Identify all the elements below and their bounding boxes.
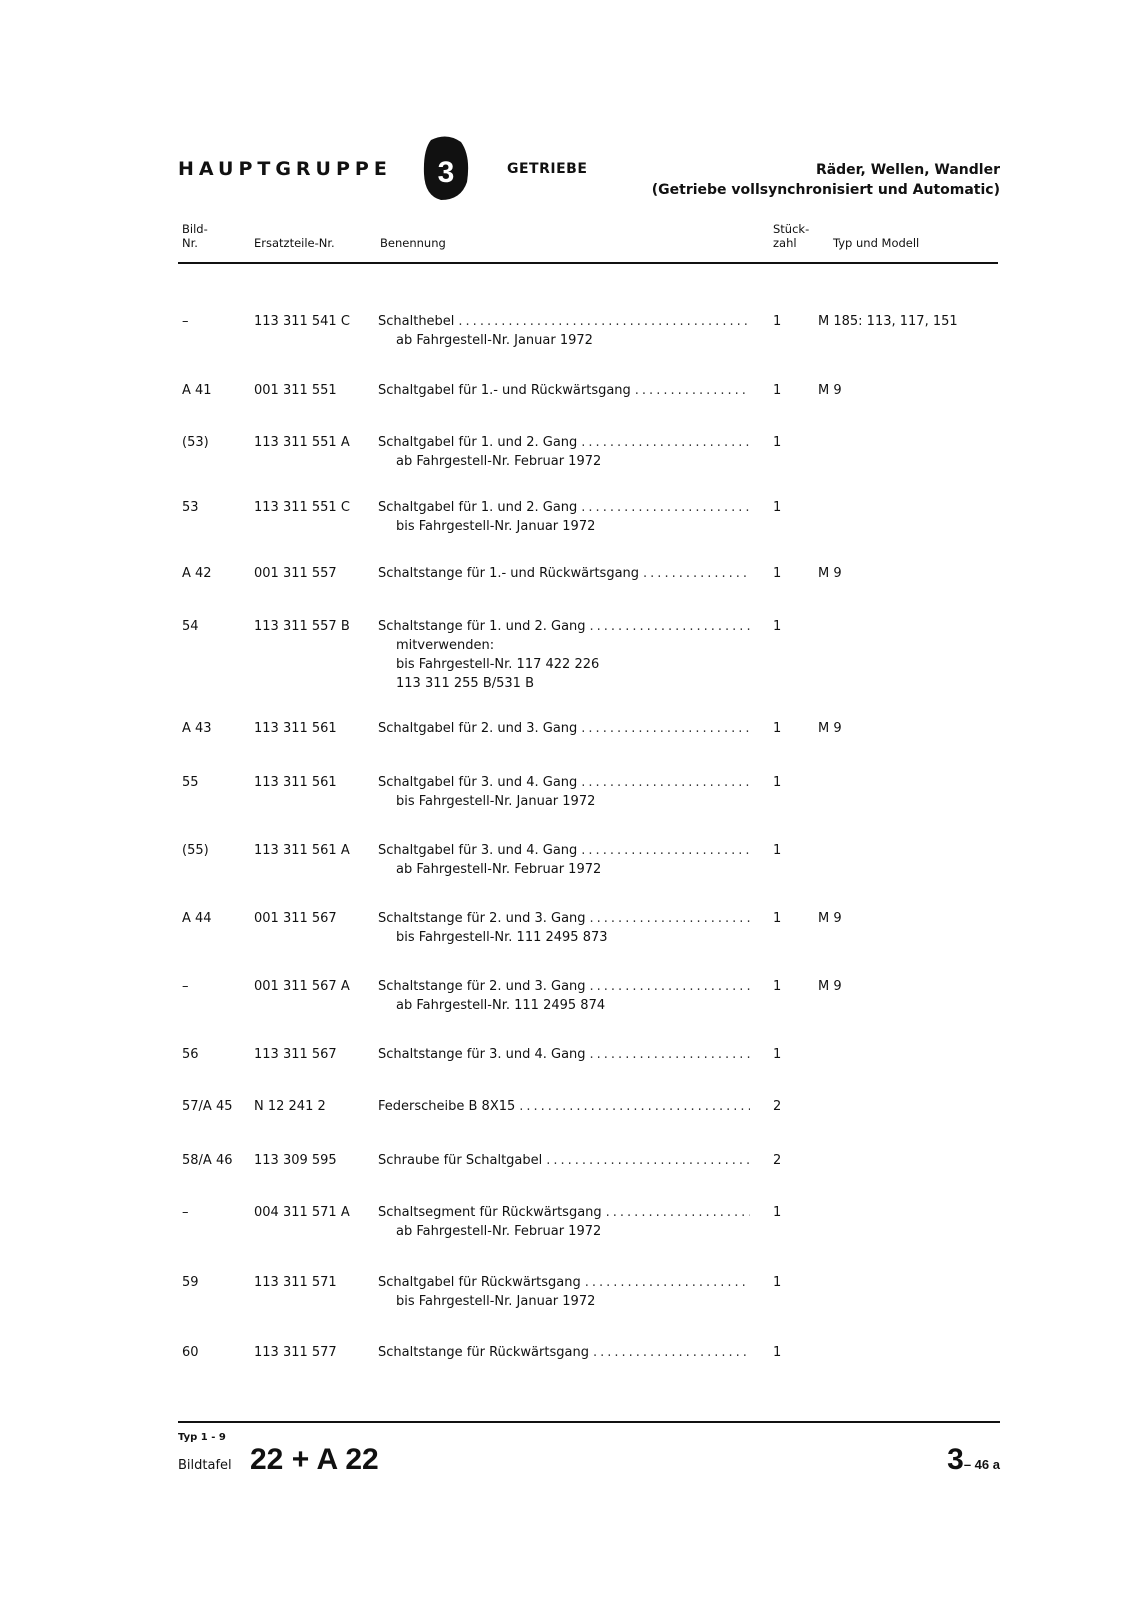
part-name: Schaltstange für 2. und 3. Gang — [378, 911, 586, 926]
group-number-badge — [421, 134, 473, 204]
leader-dots — [546, 1151, 750, 1170]
part-note: bis Fahrgestell-Nr. 117 422 226 — [396, 657, 600, 672]
leader-dots — [581, 719, 750, 738]
leader-dots — [581, 498, 750, 517]
part-name: Schaltstange für 2. und 3. Gang — [378, 979, 586, 994]
part-name: Schraube für Schaltgabel — [378, 1153, 543, 1168]
stueckzahl: 2 — [773, 1099, 782, 1114]
part-note: mitverwenden: — [396, 638, 495, 653]
bild-nr: (55) — [182, 843, 209, 858]
leader-dots — [581, 773, 750, 792]
group-number: 3 — [437, 156, 455, 189]
ersatzteil-nr: 113 311 561 — [254, 775, 337, 790]
leader-dots — [590, 1045, 750, 1064]
stueckzahl: 1 — [773, 500, 782, 515]
ersatzteil-nr: 001 311 567 A — [254, 979, 350, 994]
ersatzteil-nr: 001 311 551 — [254, 383, 337, 398]
benennung — [378, 617, 750, 693]
page-number-sub: – 46 a — [963, 1457, 1000, 1472]
bild-nr: 55 — [182, 775, 199, 790]
part-name: Schaltgabel für 2. und 3. Gang — [378, 721, 578, 736]
stueckzahl: 1 — [773, 619, 782, 634]
bild-nr: 59 — [182, 1275, 199, 1290]
stueckzahl: 1 — [773, 1345, 782, 1360]
subtitle-line-2: (Getriebe vollsynchronisiert und Automatic) — [651, 182, 1000, 198]
part-name: Schaltgabel für 3. und 4. Gang — [378, 775, 578, 790]
leader-dots — [590, 909, 750, 928]
part-name: Schaltgabel für 1. und 2. Gang — [378, 500, 578, 515]
part-name: Schaltstange für Rückwärtsgang — [378, 1345, 589, 1360]
bild-nr: 56 — [182, 1047, 199, 1062]
part-name: Schaltsegment für Rückwärtsgang — [378, 1205, 602, 1220]
bild-nr: – — [182, 979, 189, 994]
benennung — [378, 1151, 750, 1170]
typ-modell: M 9 — [818, 383, 842, 398]
stueckzahl: 1 — [773, 911, 782, 926]
page-number — [947, 1443, 1000, 1477]
stueckzahl: 1 — [773, 314, 782, 329]
part-note: 113 311 255 B/531 B — [396, 676, 534, 691]
stueckzahl: 1 — [773, 383, 782, 398]
ersatzteil-nr: 001 311 557 — [254, 566, 337, 581]
typ-modell: M 9 — [818, 979, 842, 994]
bild-nr: 60 — [182, 1345, 199, 1360]
stueckzahl: 1 — [773, 566, 782, 581]
typ-modell: M 9 — [818, 721, 842, 736]
column-header-benennung: Benennung — [380, 236, 446, 250]
part-note: bis Fahrgestell-Nr. Januar 1972 — [396, 519, 596, 534]
leader-dots — [458, 312, 750, 331]
benennung — [378, 1045, 750, 1064]
typ-modell: M 9 — [818, 911, 842, 926]
part-note: bis Fahrgestell-Nr. Januar 1972 — [396, 1294, 596, 1309]
footer-typ: Typ 1 - 9 — [178, 1432, 226, 1443]
benennung — [378, 1203, 750, 1241]
benennung — [378, 773, 750, 811]
typ-modell: M 185: 113, 117, 151 — [818, 314, 958, 329]
bild-nr: 58/A 46 — [182, 1153, 233, 1168]
ersatzteil-nr: 113 311 571 — [254, 1275, 337, 1290]
subtitle-line-1: Räder, Wellen, Wandler — [815, 162, 1000, 178]
benennung — [378, 719, 750, 738]
bild-nr: A 42 — [182, 566, 212, 581]
stueckzahl: 1 — [773, 979, 782, 994]
benennung — [378, 1273, 750, 1311]
part-name: Schaltgabel für 1. und 2. Gang — [378, 435, 578, 450]
part-note: bis Fahrgestell-Nr. Januar 1972 — [396, 794, 596, 809]
part-note: bis Fahrgestell-Nr. 111 2495 873 — [396, 930, 608, 945]
benennung — [378, 977, 750, 1015]
part-note: ab Fahrgestell-Nr. 111 2495 874 — [396, 998, 606, 1013]
benennung — [378, 381, 750, 400]
part-name: Schaltgabel für 3. und 4. Gang — [378, 843, 578, 858]
stueckzahl: 2 — [773, 1153, 782, 1168]
ersatzteil-nr: 001 311 567 — [254, 911, 337, 926]
benennung — [378, 312, 750, 350]
typ-modell: M 9 — [818, 566, 842, 581]
bild-nr: 54 — [182, 619, 199, 634]
part-note: ab Fahrgestell-Nr. Februar 1972 — [396, 862, 602, 877]
ersatzteil-nr: N 12 241 2 — [254, 1099, 326, 1114]
benennung — [378, 433, 750, 471]
leader-dots — [585, 1273, 750, 1292]
bild-nr: 53 — [182, 500, 199, 515]
ersatzteil-nr: 113 311 561 — [254, 721, 337, 736]
ersatzteil-nr: 113 309 595 — [254, 1153, 337, 1168]
page-number-main: 3 — [947, 1443, 964, 1476]
footer-bildtafel-label: Bildtafel — [178, 1458, 232, 1473]
ersatzteil-nr: 113 311 557 B — [254, 619, 350, 634]
part-name: Schaltstange für 3. und 4. Gang — [378, 1047, 586, 1062]
bild-nr: – — [182, 1205, 189, 1220]
main-group-title: HAUPTGRUPPE — [178, 158, 392, 180]
part-name: Schaltgabel für Rückwärtsgang — [378, 1275, 581, 1290]
leader-dots — [606, 1203, 750, 1222]
footer-divider — [178, 1421, 1000, 1423]
ersatzteil-nr: 113 311 561 A — [254, 843, 350, 858]
leader-dots — [590, 617, 750, 636]
stueckzahl: 1 — [773, 843, 782, 858]
part-note: ab Fahrgestell-Nr. Januar 1972 — [396, 333, 593, 348]
column-header-typ: Typ und Modell — [833, 236, 920, 250]
part-name: Federscheibe B 8X15 — [378, 1099, 516, 1114]
benennung — [378, 1343, 750, 1362]
leader-dots — [581, 841, 750, 860]
bild-nr: (53) — [182, 435, 209, 450]
ersatzteil-nr: 113 311 577 — [254, 1345, 337, 1360]
stueckzahl: 1 — [773, 775, 782, 790]
part-name: Schaltstange für 1. und 2. Gang — [378, 619, 586, 634]
part-name: Schalthebel — [378, 314, 455, 329]
benennung — [378, 909, 750, 947]
ersatzteil-nr: 113 311 567 — [254, 1047, 337, 1062]
part-note: ab Fahrgestell-Nr. Februar 1972 — [396, 1224, 602, 1239]
stueckzahl: 1 — [773, 1275, 782, 1290]
stueckzahl: 1 — [773, 1205, 782, 1220]
leader-dots — [593, 1343, 750, 1362]
column-header-ersatzteile: Ersatzteile-Nr. — [254, 236, 335, 250]
leader-dots — [635, 381, 750, 400]
section-title: GETRIEBE — [507, 161, 588, 177]
part-name: Schaltgabel für 1.- und Rückwärtsgang — [378, 383, 631, 398]
bild-nr: A 43 — [182, 721, 212, 736]
leader-dots — [590, 977, 750, 996]
leader-dots — [519, 1097, 750, 1116]
bild-nr: A 44 — [182, 911, 212, 926]
ersatzteil-nr: 113 311 541 C — [254, 314, 350, 329]
section-subtitle — [652, 160, 1000, 200]
ersatzteil-nr: 113 311 551 A — [254, 435, 350, 450]
bild-nr: A 41 — [182, 383, 212, 398]
column-header-bild: Bild- Nr. — [182, 222, 208, 250]
part-name: Schaltstange für 1.- und Rückwärtsgang — [378, 566, 640, 581]
benennung — [378, 841, 750, 879]
bild-nr: 57/A 45 — [182, 1099, 233, 1114]
header-divider — [178, 262, 998, 264]
leader-dots — [643, 564, 750, 583]
ersatzteil-nr: 004 311 571 A — [254, 1205, 350, 1220]
benennung — [378, 1097, 750, 1116]
stueckzahl: 1 — [773, 1047, 782, 1062]
stueckzahl: 1 — [773, 721, 782, 736]
part-note: ab Fahrgestell-Nr. Februar 1972 — [396, 454, 602, 469]
ersatzteil-nr: 113 311 551 C — [254, 500, 350, 515]
column-header-stueckzahl: Stück- zahl — [773, 222, 810, 250]
leader-dots — [581, 433, 750, 452]
benennung — [378, 498, 750, 536]
benennung — [378, 564, 750, 583]
footer-bildtafel-value: 22 + A 22 — [250, 1443, 379, 1476]
stueckzahl: 1 — [773, 435, 782, 450]
bild-nr: – — [182, 314, 189, 329]
group-number-icon — [421, 134, 473, 204]
